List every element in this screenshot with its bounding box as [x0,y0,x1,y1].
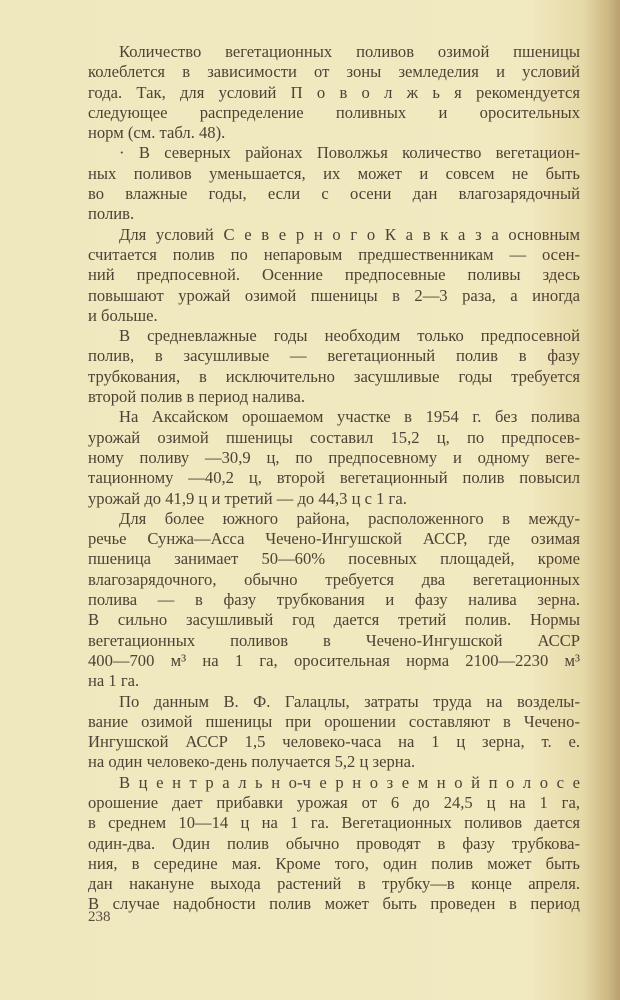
text-line: урожай озимой пшеницы составил 15,2 ц, по предпосев- [88,427,580,447]
text-line: Для более южного района, расположенного в между- [119,508,580,528]
paragraph [88,42,580,143]
page-number: 238 [88,909,111,925]
paragraph [88,509,580,692]
text-line: полив, в засушливые — вегетационный полив в фазу [88,346,580,366]
paragraph [88,326,580,407]
text-line: вание озимой пшеницы при орошении составляют в Чечено- [88,711,580,731]
text-line: урожай до 41,9 ц и третий — до 44,3 ц с 1 га. [88,488,407,508]
text-line: ному поливу —30,9 ц, по предпосевному и одному веге- [88,447,580,467]
text-line: норм (см. табл. 48). [88,123,226,143]
text-line: вегетационных поливов в Чечено-Ингушской АССР [88,630,580,650]
text-line: ний предпосевной. Осенние предпосевные поливы здесь [88,265,580,285]
text-line: следующее распределение поливных и оросительных [88,102,580,122]
text-line: в среднем 10—14 ц на 1 га. Вегетационных поливов дается [88,813,580,833]
text-line: на один человеко-день получается 5,2 ц зерна. [88,752,416,772]
text-line: колеблется в зависимости от зоны земледелия и условий [88,62,580,82]
text-line: влагозарядочного, обычно требуется два вегетационных [88,569,580,589]
text-line: пшеница занимает 50—60% посевных площадей, кроме [88,549,580,569]
text-line: На Аксайском орошаемом участке в 1954 г. без полива [119,407,580,427]
text-line: дан накануне выхода растений в трубку—в конце апреля. [88,874,580,894]
text-line: второй полив в период налива. [88,387,305,407]
paragraph [88,773,580,915]
text-line: полива — в фазу трубкования и фазу налива зерна. [88,590,580,610]
text-line: · В северных районах Поволжья количество вегетацион- [119,143,580,163]
text-line: По данным В. Ф. Галацлы, затраты труда на возделы- [119,691,580,711]
text-line: В случае надобности полив может быть проведен в период [88,894,580,914]
text-line: трубкования, в исключительно засушливые годы требуется [88,366,580,386]
text-line: повышают урожай озимой пшеницы в 2—3 раза, а иногда [88,285,580,305]
page-body [88,42,580,915]
text-line: Количество вегетационных поливов озимой пшеницы [119,42,580,61]
text-line: считается полив по непаровым предшественникам — осен- [88,244,580,264]
text-line: В средневлажные годы необходим только предпосевной [119,326,580,346]
text-line: орошение дает прибавки урожая от 6 до 24,5 ц на 1 га, [88,792,580,812]
text-line: и больше. [88,305,158,325]
text-line: один-два. Один полив обычно проводят в фазу трубкова- [88,833,580,853]
text-line: 400—700 м³ на 1 га, оросительная норма 2100—2230 м³ [88,650,580,670]
text-line: во влажные годы, если с осени дан влагозарядочный [88,184,580,204]
paragraph [88,407,580,508]
text-line: тационному —40,2 ц, второй вегетационный полив повысил [88,468,580,488]
text-line: полив. [88,204,135,224]
text-line: на 1 га. [88,671,140,691]
text-line: В сильно засушливый год дается третий полив. Нормы [88,610,580,630]
text-line: Для условий С е в е р н о г о К а в к а з а основным [119,224,580,244]
paragraph [88,225,580,326]
text-line: ния, в середине мая. Кроме того, один полив может быть [88,853,580,873]
text-line: ных поливов уменьшается, их может и совсем не быть [88,163,580,183]
paragraph [88,692,580,773]
text-line: года. Так, для условий П о в о л ж ь я рекомендуется [88,82,580,102]
paragraph [88,143,580,224]
text-line: речье Сунжа—Асса Чечено-Ингушской АССР, где озимая [88,529,580,549]
text-line: Ингушской АССР 1,5 человеко-часа на 1 ц зерна, т. е. [88,732,580,752]
text-line: В ц е н т р а л ь н о-ч е р н о з е м н о й п о л о с е [119,772,580,792]
